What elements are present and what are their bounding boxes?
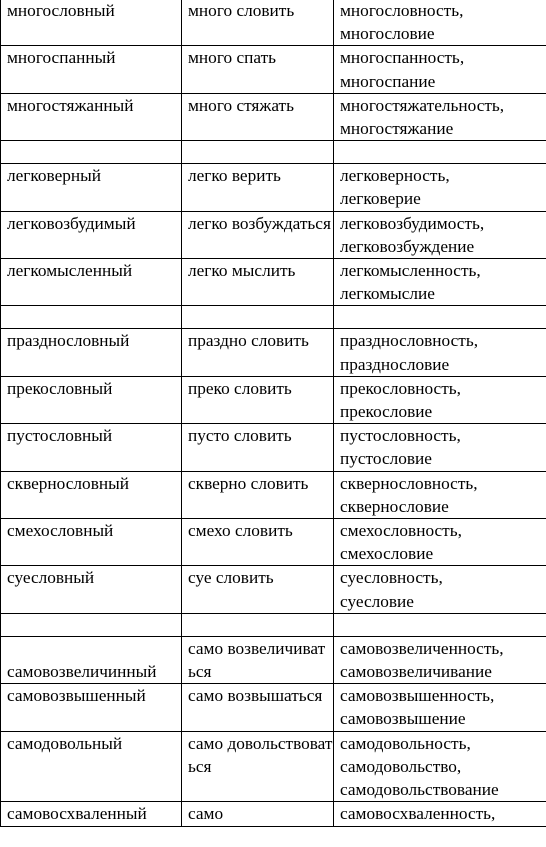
cell-line: многословность, <box>340 1 464 20</box>
cell-nouns <box>334 329 546 376</box>
cell-phrase: пусто словить <box>182 424 334 471</box>
cell-phrase: само возвеличиваться <box>182 636 334 683</box>
cell-nouns <box>334 424 546 471</box>
cell-line: многостяжательность, <box>340 95 505 115</box>
cell-word: празднословный <box>1 329 182 376</box>
cell-nouns <box>334 306 546 329</box>
cell-phrase: суе словить <box>182 566 334 613</box>
cell-line: многоспанность, <box>340 48 465 68</box>
cell-line: многоспание <box>340 71 436 91</box>
cell-phrase: легко мыслить <box>182 259 334 306</box>
table-row <box>1 424 546 471</box>
cell-line: празднословие <box>340 354 450 374</box>
table-row-blank <box>1 613 546 636</box>
cell-line: пустословность, <box>340 426 461 446</box>
cell-line: празднословность, <box>340 331 479 351</box>
cell-line: прекословие <box>340 402 433 422</box>
table-row <box>1 329 546 376</box>
table-row <box>1 211 546 258</box>
table-row <box>1 731 546 802</box>
table-row <box>1 164 546 211</box>
cell-word: многостяжанный <box>1 93 182 140</box>
cell-word <box>1 141 182 164</box>
cell-nouns <box>334 566 546 613</box>
cell-nouns <box>334 731 546 802</box>
table-row <box>1 93 546 140</box>
table-row <box>1 471 546 518</box>
table-row-blank <box>1 141 546 164</box>
table-body <box>1 0 546 826</box>
cell-phrase <box>182 613 334 636</box>
cell-line: многословие <box>340 24 435 44</box>
cell-nouns <box>334 636 546 683</box>
cell-line: самовозвышение <box>340 709 466 729</box>
cell-word: пустословный <box>1 424 182 471</box>
table-row <box>1 259 546 306</box>
cell-phrase: много словить <box>182 0 334 46</box>
cell-line: смехословие <box>340 544 434 564</box>
cell-phrase <box>182 306 334 329</box>
cell-line: легковерность, <box>340 166 450 186</box>
cell-line: самовозвеличивание <box>340 662 492 682</box>
cell-line: самодовольствование <box>340 780 499 800</box>
table-row <box>1 684 546 731</box>
cell-word <box>1 613 182 636</box>
cell-phrase: смехо словить <box>182 519 334 566</box>
cell-word: суесловный <box>1 566 182 613</box>
cell-nouns <box>334 141 546 164</box>
cell-line: самовосхваленность, <box>340 804 496 824</box>
cell-line: самодовольность, <box>340 733 471 753</box>
cell-phrase <box>182 141 334 164</box>
cell-nouns <box>334 802 546 826</box>
table-row-blank <box>1 306 546 329</box>
cell-phrase: преко словить <box>182 376 334 423</box>
cell-line: сквернословие <box>340 496 449 516</box>
table-row <box>1 519 546 566</box>
cell-word: сквернословный <box>1 471 182 518</box>
cell-phrase: легко возбуждаться <box>182 211 334 258</box>
cell-nouns <box>334 376 546 423</box>
cell-nouns <box>334 93 546 140</box>
cell-line: сквернословность, <box>340 473 478 493</box>
cell-phrase: много стяжать <box>182 93 334 140</box>
cell-line: самовозвеличенность, <box>340 638 504 658</box>
cell-line: самодовольство, <box>340 756 462 776</box>
cell-nouns <box>334 519 546 566</box>
cell-phrase: праздно словить <box>182 329 334 376</box>
cell-word: самовосхваленный <box>1 802 182 826</box>
cell-phrase: само возвышаться <box>182 684 334 731</box>
cell-nouns <box>334 471 546 518</box>
cell-nouns <box>334 259 546 306</box>
cell-line: суесловность, <box>340 568 443 588</box>
cell-nouns <box>334 613 546 636</box>
table-row <box>1 566 546 613</box>
cell-line: пустословие <box>340 449 432 469</box>
cell-line: легковозбудимость, <box>340 213 485 233</box>
cell-nouns <box>334 684 546 731</box>
table-row <box>1 802 546 826</box>
cell-nouns <box>334 211 546 258</box>
cell-word: многословный <box>1 0 182 46</box>
cell-line: прекословность, <box>340 378 461 398</box>
cell-word: самовозвышенный <box>1 684 182 731</box>
cell-phrase: много спать <box>182 46 334 93</box>
table-row <box>1 636 546 683</box>
cell-phrase: легко верить <box>182 164 334 211</box>
cell-phrase: скверно словить <box>182 471 334 518</box>
cell-word <box>1 306 182 329</box>
table-row <box>1 376 546 423</box>
cell-word: многоспанный <box>1 46 182 93</box>
cell-phrase: само довольствоваться <box>182 731 334 802</box>
cell-word: легковерный <box>1 164 182 211</box>
cell-word: смехословный <box>1 519 182 566</box>
cell-word: самодовольный <box>1 731 182 802</box>
cell-line: легковозбуждение <box>340 236 475 256</box>
cell-nouns <box>334 0 546 46</box>
cell-nouns <box>334 46 546 93</box>
cell-line: легковерие <box>340 189 421 209</box>
cell-word: самовозвеличинный <box>1 636 182 683</box>
cell-line: суесловие <box>340 591 414 611</box>
cell-word: легковозбудимый <box>1 211 182 258</box>
cell-line: легкомысленность, <box>340 261 481 281</box>
cell-line: смехословность, <box>340 521 462 541</box>
cell-nouns <box>334 164 546 211</box>
cell-word: легкомысленный <box>1 259 182 306</box>
cell-word: прекословный <box>1 376 182 423</box>
table-row <box>1 46 546 93</box>
cell-line: многостяжание <box>340 119 454 139</box>
table-row <box>1 0 546 46</box>
cell-line: легкомыслие <box>340 284 435 304</box>
cell-phrase: само <box>182 802 334 826</box>
cell-line: самовозвышенность, <box>340 686 495 706</box>
